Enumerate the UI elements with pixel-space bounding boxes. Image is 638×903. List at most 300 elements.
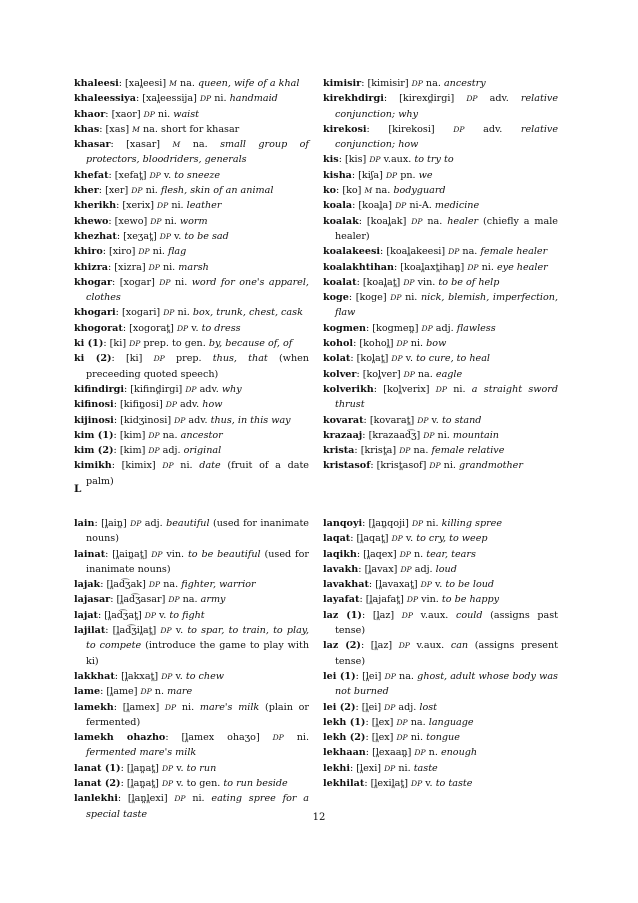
entry-note: (introduce the game to play with ki) [86,640,309,667]
entry-headword: ko [323,185,337,197]
dictionary-entry: kimisir: [kimisir] DP na. ancestry [323,78,486,89]
entry-pronunciation: koal̪axt̪ihan̪ [404,261,461,273]
entry-part-of-speech: ni. [152,246,165,258]
entry-pronunciation: l̪an̪l̪exi [131,793,164,805]
entry-definition: mare [167,686,193,698]
entry-definition: eating spree for a special taste [86,793,309,820]
entry-headword: kijinosi [74,414,114,426]
entry-headword: lanat (1) [74,762,121,774]
entry-part-of-speech: na. [462,246,478,258]
entry-source: DP [174,415,186,425]
entry-definition: small group of protectors, bloodriders, generals [86,139,309,166]
entry-pronunciation: l̪ajafat̪ [369,594,401,606]
dictionary-entry: khas: [xas] M na. short for khasar [74,123,240,135]
entry-headword: lajak [74,579,101,591]
entry-source: DP [411,79,423,88]
entry-definition: we [418,169,433,181]
entry-headword: lekhi [323,762,351,774]
entry-source: DP [161,779,174,789]
entry-part-of-speech: adv. [483,123,503,135]
dictionary-entry: kovarat: [kovarat̪] DP v. to stand [323,414,482,426]
dictionary-entry: khaleesi: [xal̪eesi] M na. queen, wife of a khal [74,78,300,89]
entry-definition: to sneeze [174,169,221,181]
entry-source: M [169,79,177,88]
dictionary-entry: koalakeesi: [koal̪akeesi] DP na. female healer [323,246,548,258]
entry-headword: lakkhat [74,670,115,682]
entry-pronunciation: kidʒinosi [123,414,168,426]
entry-part-of-speech: v. [425,778,433,790]
entry-source: DP [148,580,161,590]
entry-pronunciation: kol̪at̪ [360,353,385,365]
entry-part-of-speech: n. [154,686,165,698]
entry-pronunciation: kirekosi [392,123,431,135]
dictionary-entry: lavakh: [l̪avax] DP adj. loud [323,563,457,575]
entry-source: DP [148,446,160,456]
entry-part-of-speech: ni. [296,732,309,744]
entry-source: DP [400,564,412,574]
entry-pronunciation: kim [123,429,142,441]
entry-definition: relative conjunction; how [335,123,558,151]
entry-pronunciation: xaor [115,108,137,120]
entry-pronunciation: l̪ain̪at̪ [116,548,144,560]
entry-note: (chiefly a male healer) [335,215,558,242]
entry-pronunciation: l̪az [374,640,389,652]
entry-note: (used for inanimate nouns) [86,548,309,575]
entry-headword: kohol [323,338,354,350]
entry-pronunciation: xizra [118,261,142,273]
entry-pronunciation: l̪exil̪at̪ [374,778,405,790]
entry-pronunciation: xewo [118,215,144,227]
entry-source: DP [435,384,447,394]
entry-headword: kirekhdirgi [323,93,384,105]
entry-pronunciation: l̪amex ohaʒo [185,732,256,744]
entry-source: DP [199,94,212,104]
dictionary-entry: lanqoyi: [l̪an̪qoji] DP ni. killing spree [323,518,503,529]
entry-definition: loud [435,563,457,575]
entry-pronunciation: l̪an̪qoji [372,518,406,529]
entry-headword: kristasof [323,460,371,472]
entry-source: DP [174,794,186,804]
entry-source: DP [157,201,169,211]
entry-part-of-speech: v. [175,670,183,682]
dictionary-entry: laqat: [l̪aqat̪] DP v. to cry, to weep [323,533,488,545]
entry-definition: leather [186,200,222,212]
entry-pronunciation: krist̪asof [380,460,423,472]
dictionary-entry: khaleessiya: [xal̪eessija] DP ni. handmaid [74,93,278,105]
entries-column-top-left [74,76,309,489]
entry-source: DP [148,262,160,272]
entry-definition: a straight sword thrust [335,383,558,411]
entry-source: DP [398,641,410,651]
entry-part-of-speech: ni. [157,108,171,120]
entry-note: (plain or fermented) [86,701,309,728]
entry-note: (when preceeding quoted speech) [86,353,309,380]
entry-definition: taste [413,762,438,774]
entry-part-of-speech: n. [428,747,438,759]
entry-pronunciation: xal̪eesi [128,78,163,89]
entry-source: DP [420,580,432,590]
entry-part-of-speech: v. [191,322,199,334]
entry-part-of-speech: ni. [443,460,456,472]
entry-part-of-speech: v. to gen. [176,778,221,790]
entry-headword: laz (1) [323,609,362,621]
entries-column-top-right [323,76,558,474]
entry-part-of-speech: na. [399,670,414,682]
entry-part-of-speech: adv. [199,383,219,395]
dictionary-entry: ko: [ko] M na. bodyguard [323,185,446,197]
entry-part-of-speech: v. [405,533,414,545]
entry-pronunciation: l̪an̪at̪ [130,762,156,774]
entry-source: DP [467,262,479,272]
entry-part-of-speech: n. [413,548,424,560]
entry-headword: khewo [74,215,109,227]
entry-headword: krista [323,445,355,457]
entry-definition: to fight [169,609,205,621]
entry-source: DP [403,369,415,379]
entry-definition: to chew [185,670,224,682]
entry-source: DP [396,733,408,743]
entry-definition: flesh, skin of an animal [160,185,274,197]
entry-part-of-speech: v. [174,230,182,242]
entry-headword: khogorat [74,322,123,334]
page-number: 12 [312,812,326,823]
entry-part-of-speech: na. [425,78,441,89]
dictionary-entry: khogorat: [xogorat̪] DP v. to dress [74,322,241,334]
dictionary-entry: lavakhat: [l̪avaxat̪] DP v. to be loud [323,579,495,591]
dictionary-entry: kifinosi: [kifin̪osi] DP adv. how [74,399,223,411]
entry-source: DP [165,400,177,410]
entry-source: DP [396,717,408,727]
entry-headword: laqikh [323,548,357,560]
entry-part-of-speech: v. [431,414,439,426]
entry-note: (assigns past tense) [335,609,559,637]
entry-source: DP [411,779,423,789]
entry-pronunciation: l̪ad͡ʒasar [120,594,162,606]
entry-part-of-speech: ni. [180,460,193,472]
dictionary-entry: kifindirgi: [kifind̪irgi] DP adv. why [74,383,242,395]
entry-part-of-speech: na. [142,123,158,135]
entry-pronunciation: l̪aqex [366,548,393,560]
dictionary-entry: koalat: [koal̪at̪] DP vin. to be of help [323,276,500,288]
entry-source: DP [417,415,429,425]
entry-headword: kolverikh [323,383,374,395]
dictionary-entry: lekhi: [l̪exi] DP ni. taste [323,762,438,774]
entry-pronunciation: xogari [125,307,157,319]
entry-definition: enough [440,747,478,759]
dictionary-entry: lajilat: [l̪ad͡ʒil̪at̪] DP v. to spar, to train, to play, to compete (introduce the game to play with ki) [74,625,309,667]
entry-definition: flawless [456,322,496,334]
entry-definition: fighter, warrior [181,579,256,591]
dictionary-entry: kis: [kis] DP v.aux. to try to [323,154,454,166]
entry-pronunciation: kifind̪irgi [134,383,179,395]
entry-pronunciation: kimisir [371,78,405,89]
entry-pronunciation: kirexd̪irgi [402,93,451,105]
entry-headword: khaor [74,108,106,120]
entry-definition: could [455,609,483,621]
entry-headword: lain [74,518,95,529]
entry-headword: layafat [323,594,360,606]
entry-definition: to be happy [441,594,500,606]
entry-headword: laqat [323,533,351,545]
entry-part-of-speech: ni. [398,762,411,774]
entry-part-of-speech: v.aux. [420,609,449,621]
dictionary-entry: kogmen: [kogmen̪] DP adj. flawless [323,322,496,334]
entry-headword: krazaaj [323,429,363,441]
dictionary-entry: ki (2): [ki] DP prep. thus, that (when preceeding quoted speech) [74,353,309,380]
entry-headword: lajat [74,609,98,621]
entry-pronunciation: l̪ex [375,716,390,728]
entry-headword: kis [323,154,339,166]
entry-source: DP [161,763,174,773]
entry-definition: marsh [178,261,209,273]
dictionary-entry: kirekosi: [kirekosi] DP adv. relative conjunction; how [323,123,558,151]
entry-headword: koala [323,200,353,212]
entry-headword: kimisir [323,78,362,89]
entry-definition: to taste [435,778,473,790]
dictionary-entry: laz (2): [l̪az] DP v.aux. can (assigns present tense) [323,640,558,667]
dictionary-entry: lanat (2): [l̪an̪at̪] DP v. to gen. to run beside [74,778,288,790]
dictionary-entry: khogari: [xogari] DP ni. box, trunk, chest, cask [74,307,303,319]
dictionary-entry: kristasof: [krist̪asof] DP ni. grandmother [323,460,523,472]
entry-definition: handmaid [229,93,278,105]
entry-pronunciation: xal̪eessija [145,93,194,105]
dictionary-entry: kher: [xer] DP ni. flesh, skin of an animal [74,185,274,197]
entry-headword: lei (2) [323,701,356,713]
entry-pronunciation: xasar [129,139,157,151]
entry-headword: kifindirgi [74,383,125,395]
entry-part-of-speech: na. [375,185,391,197]
entry-pronunciation: l̪amex [126,701,156,713]
entry-definition: mountain [452,429,499,441]
entry-definition: nick, blemish, imperfection, flaw [335,292,558,319]
dictionary-entry: lanat (1): [l̪an̪at̪] DP v. to run [74,762,217,774]
entry-headword: kifinosi [74,399,114,411]
entry-headword: khaleesi [74,78,119,89]
entry-pronunciation: xogorat̪ [132,322,171,334]
entry-headword: kirekosi [323,123,367,135]
entry-pronunciation: l̪ain̪ [104,518,123,529]
dictionary-entry: khogar: [xogar] DP ni. word for one's apparel, clothes [74,276,309,304]
entry-headword: lekhaan [323,747,366,759]
entry-source: M [172,140,181,150]
entry-definition: how [202,399,223,411]
entry-definition: eagle [435,368,463,380]
entry-definition: flag [168,246,187,258]
entry-source: DP [466,94,478,104]
dictionary-entry: khasar: [xasar] M na. small group of protectors, bloodriders, generals [74,139,309,166]
entry-definition: to be sad [184,230,229,242]
entry-source: DP [150,216,162,226]
entry-definition: healer [447,215,479,227]
entry-definition: bow [426,338,447,350]
entry-definition: killing spree [441,518,503,529]
entry-part-of-speech: adj. [162,445,181,457]
dictionary-entry: lekh (2): [l̪ex] DP ni. tongue [323,732,460,744]
entry-definition: ghost, adult whose body was not burned [335,670,558,698]
entry-source: DP [144,610,156,620]
dictionary-entry: lamekh ohazho: [l̪amex ohaʒo] DP ni. fermented mare's milk [74,732,309,759]
dictionary-entry: koalak: [koal̪ak] DP na. healer (chiefly a male healer) [323,215,558,242]
entry-source: DP [143,109,155,119]
entry-part-of-speech: adv. [180,399,200,411]
entry-pronunciation: koal̪ak [370,215,403,227]
dictionary-entry: lekh (1): [l̪ex] DP na. language [323,716,474,728]
entry-pronunciation: ki [129,353,139,365]
entry-part-of-speech: ni. [437,429,450,441]
entry-definition: relative conjunction; why [335,93,558,120]
dictionary-entry: lekhilat: [l̪exil̪at̪] DP v. to taste [323,778,473,790]
entry-pronunciation: krazaad͡ʒ [372,429,417,441]
entry-part-of-speech: ni-A. [409,200,432,212]
entry-part-of-speech: v. [163,169,172,181]
entry-definition: original [183,445,222,457]
entry-definition: to run beside [223,778,288,790]
entry-definition: to cry, to weep [416,533,488,545]
entry-part-of-speech: na. [162,429,178,441]
entry-pronunciation: kol̪ver [366,368,397,380]
entry-headword: lekhilat [323,778,365,790]
entry-pronunciation: kiʃa [361,169,380,181]
entry-headword: lajasar [74,594,111,606]
entry-source: DP [423,430,435,440]
entry-source: DP [148,430,160,440]
entry-definition: by, because of, of [208,338,293,350]
entry-source: DP [403,277,415,287]
entry-pronunciation: kovarat̪ [373,414,411,426]
entry-headword: kim (1) [74,429,114,441]
entry-definition: thus, that [212,353,268,365]
dictionary-entry: kim (1): [kim] DP na. ancestor [74,429,223,441]
entry-definition: to be of help [438,276,500,288]
entry-source: DP [369,155,381,165]
dictionary-entry: layafat: [l̪ajafat̪] DP vin. to be happy [323,594,500,606]
dictionary-entry: lekhaan: [l̪exaan̪] DP n. enough [323,747,478,759]
dictionary-entry: lame: [l̪ame] DP n. mare [74,686,193,698]
entry-definition: to stand [441,414,482,426]
entry-source: DP [151,549,163,559]
entry-source: DP [399,549,411,559]
entry-source: DP [153,354,165,364]
entry-pronunciation: krist̪a [364,445,393,457]
dictionary-entry: koge: [koge] DP ni. nick, blemish, imperfection, flaw [323,292,558,319]
entry-part-of-speech: na. [182,594,198,606]
entry-headword: khogari [74,307,116,319]
dictionary-entry: kimikh: [kimix] DP ni. date (fruit of a date palm) [74,460,309,487]
entry-pronunciation: xeʒat̪ [126,230,153,242]
dictionary-entry: lajasar: [l̪ad͡ʒasar] DP na. army [74,594,226,606]
entry-headword: khaleessiya [74,93,136,105]
entry-headword: koge [323,292,349,304]
dictionary-entry: khezhat: [xeʒat̪] DP v. to be sad [74,230,229,242]
entry-source: DP [176,323,189,333]
entry-source: DP [384,763,396,773]
entry-definition: fermented mare's milk [86,747,197,759]
entry-definition: thus, in this way [210,414,291,426]
entry-part-of-speech: ni. [177,307,190,319]
entry-source: DP [164,702,177,712]
dictionary-entry: laqikh: [l̪aqex] DP n. tear, tears [323,548,476,560]
dictionary-entry: khizra: [xizra] DP ni. marsh [74,261,209,273]
entry-definition: beautiful [166,518,210,529]
entry-headword: lavakhat [323,579,369,591]
dictionary-entry: lakkhat: [l̪akxat̪] DP v. to chew [74,670,224,682]
dictionary-entry: lei (2): [l̪ei] DP adj. lost [323,701,437,713]
entry-headword: khezhat [74,230,117,242]
entry-headword: lamekh ohazho [74,732,166,744]
entry-headword: lekh (1) [323,716,366,728]
dictionary-entry: kijinosi: [kidʒinosi] DP adv. thus, in this way [74,414,291,426]
entry-pronunciation: l̪ad͡ʒat̪ [108,609,138,621]
entry-source: DP [411,519,424,528]
entry-part-of-speech: na. [417,368,433,380]
entry-definition: tongue [426,732,460,744]
dictionary-entry: kolverikh: [kol̪verix] DP ni. a straight sword thrust [323,383,558,411]
dictionary-entry: lainat: [l̪ain̪at̪] DP vin. to be beautiful (used for inanimate nouns) [74,548,309,575]
entry-pronunciation: l̪ei [365,670,378,682]
entry-definition: to spar, to train, to play, to compete [86,625,309,652]
entry-source: DP [163,308,175,318]
entry-part-of-speech: ni. [410,338,424,350]
entry-source: DP [131,186,143,196]
entry-headword: lajilat [74,625,106,637]
entry-headword: kogmen [323,322,366,334]
dictionary-entry: kim (2): [kim] DP adj. original [74,445,222,457]
entry-headword: lekh (2) [323,732,366,744]
entry-definition: why [221,383,242,395]
entry-definition: to be beautiful [187,548,261,560]
entry-part-of-speech: v.aux. [383,154,412,166]
entry-pronunciation: kohol̪ [363,338,390,350]
entry-definition: date [199,460,221,472]
entry-part-of-speech: ni. [481,261,494,273]
entry-part-of-speech: v. [175,625,184,637]
entry-headword: kovarat [323,414,364,426]
entry-part-of-speech: na. [163,579,179,591]
entry-pronunciation: kim [123,445,142,457]
entry-source: DP [401,610,413,620]
entry-part-of-speech: adj. [435,322,454,334]
entry-headword: kolat [323,353,351,365]
entry-headword: lainat [74,548,106,560]
entry-definition: box, trunk, chest, cask [192,307,303,319]
entry-headword: lanat (2) [74,778,121,790]
entry-note: (fruit of a date palm) [86,460,309,487]
entry-source: DP [399,446,411,456]
entry-definition: queen, wife of a khal [197,78,300,89]
entry-headword: lame [74,686,101,698]
entry-definition: to cure, to heal [416,353,490,365]
entry-part-of-speech: ni. [405,292,418,304]
entry-headword: kher [74,185,99,197]
entry-part-of-speech: ni. [174,276,188,288]
entry-note: (assigns present tense) [335,640,558,667]
entry-source: M [132,124,140,134]
entry-definition: to be loud [445,579,495,591]
entry-headword: khasar [74,139,111,151]
dictionary-entry: kohol: [kohol̪] DP ni. bow [323,338,447,350]
entry-part-of-speech: na. [192,139,208,151]
entry-headword: khiro [74,246,103,258]
entry-part-of-speech: adj. [398,701,417,713]
entry-definition: ancestor [180,429,223,441]
entry-source: DP [161,671,173,681]
entry-source: DP [162,461,174,471]
entry-source: DP [138,247,150,257]
entry-source: DP [385,170,398,180]
entry-definition: female healer [480,246,548,258]
entry-headword: koalakeesi [323,246,381,258]
entry-headword: laz (2) [323,640,361,652]
